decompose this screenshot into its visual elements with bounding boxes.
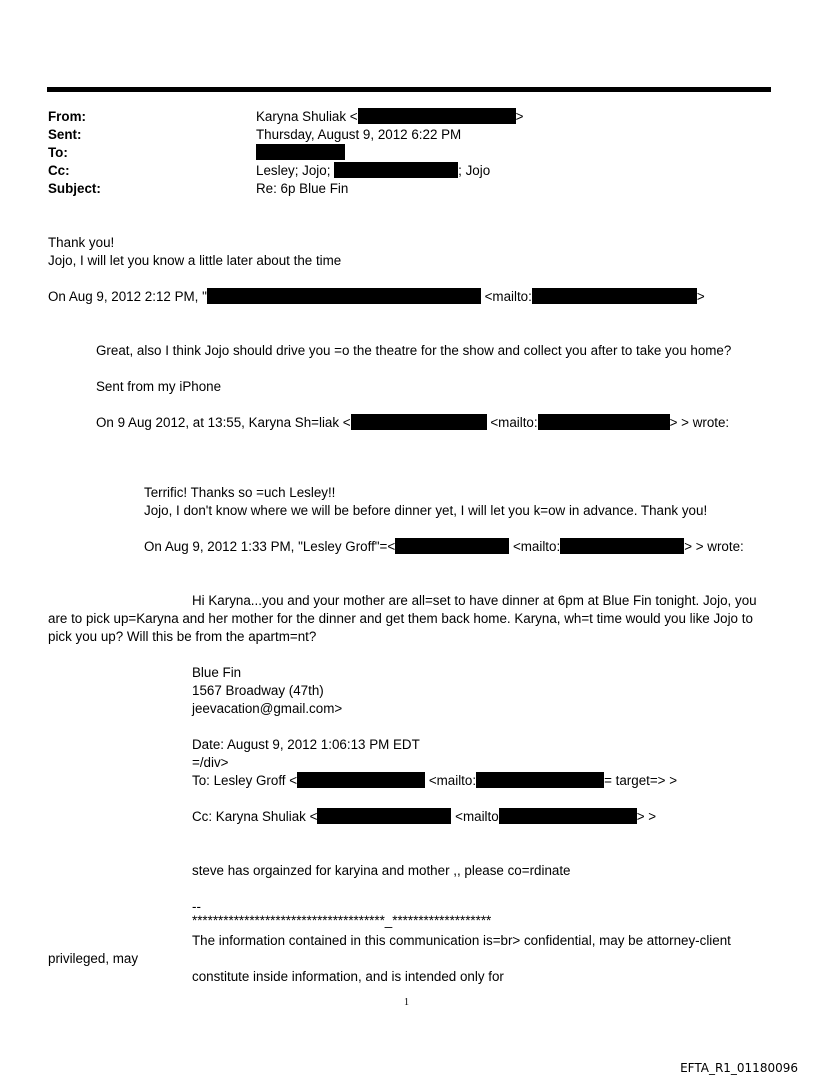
redaction-box xyxy=(207,288,481,304)
body-line: Great, also I think Jojo should drive you =o the theatre for the show and collect you after to take you home? xyxy=(96,343,732,358)
redaction-box xyxy=(499,808,637,824)
body-line: The information contained in this communication is=br> confidential, may be attorney-client xyxy=(192,933,731,948)
date-line: Date: August 9, 2012 1:06:13 PM EDT xyxy=(192,737,420,752)
body-line: Jojo, I will let you know a little later about the time xyxy=(48,253,342,268)
from-value: Karyna Shuliak < > xyxy=(256,109,524,124)
body-line: Terrific! Thanks so =uch Lesley!! xyxy=(144,485,336,500)
quote-header: On 9 Aug 2012, at 13:55, Karyna Sh=liak < <mailto: > > wrote: xyxy=(96,415,730,430)
body-line: constitute inside information, and is intended only for xyxy=(192,969,504,984)
from-label: From: xyxy=(48,109,86,124)
body-line: are to pick up=Karyna and her mother for the dinner and get them back home. Karyna, wh=t time would you like Jojo to xyxy=(48,611,753,626)
document-id: EFTA_R1_01180096 xyxy=(680,1061,798,1075)
cc-value: Lesley; Jojo; ; Jojo xyxy=(256,163,491,178)
sent-label: Sent: xyxy=(48,127,82,142)
body-line: privileged, may xyxy=(48,951,139,966)
venue-address: 1567 Broadway (47th) xyxy=(192,683,324,698)
quote-header: On Aug 9, 2012 2:12 PM, " <mailto: > xyxy=(48,289,705,304)
redaction-box xyxy=(532,288,697,304)
body-line: Sent from my iPhone xyxy=(96,379,222,394)
venue-email: jeevacation@gmail.com> xyxy=(192,701,343,716)
body-line: -- xyxy=(192,899,201,914)
cc-line: Cc: Karyna Shuliak < <mailto > > xyxy=(192,809,657,824)
subject-label: Subject: xyxy=(48,181,101,196)
redaction-box xyxy=(351,414,487,430)
body-line: Hi Karyna...you and your mother are all=set to have dinner at 6pm at Blue Fin tonight. Jojo, you xyxy=(192,593,757,608)
to-line: To: Lesley Groff < <mailto: = target=> > xyxy=(192,773,678,788)
cc-label: Cc: xyxy=(48,163,70,178)
subject-value: Re: 6p Blue Fin xyxy=(256,181,349,196)
redaction-box xyxy=(256,144,345,160)
venue-name: Blue Fin xyxy=(192,665,242,680)
redaction-box xyxy=(317,808,451,824)
body-line: steve has orgainzed for karyina and mother ,, please co=rdinate xyxy=(192,863,571,878)
quote-header: On Aug 9, 2012 1:33 PM, "Lesley Groff"=< <mailto: > > wrote: xyxy=(144,539,744,554)
body-line: Thank you! xyxy=(48,235,115,250)
sent-value: Thursday, August 9, 2012 6:22 PM xyxy=(256,127,462,142)
to-value xyxy=(256,144,345,162)
stars-line: *************************************_******************* xyxy=(192,913,492,928)
redaction-box xyxy=(358,108,516,124)
body-line: Jojo, I don't know where we will be before dinner yet, I will let you k=ow in advance. Thank you! xyxy=(144,503,708,518)
redaction-box xyxy=(538,414,670,430)
redaction-box xyxy=(334,162,458,178)
redaction-box xyxy=(560,538,684,554)
body-line: pick you up? Will this be from the apartm=nt? xyxy=(48,629,317,644)
header-rule xyxy=(47,87,771,92)
div-line: =/div> xyxy=(192,755,229,770)
page-number: 1 xyxy=(404,997,409,1008)
to-label: To: xyxy=(48,145,68,160)
redaction-box xyxy=(297,772,425,788)
redaction-box xyxy=(476,772,604,788)
redaction-box xyxy=(395,538,509,554)
